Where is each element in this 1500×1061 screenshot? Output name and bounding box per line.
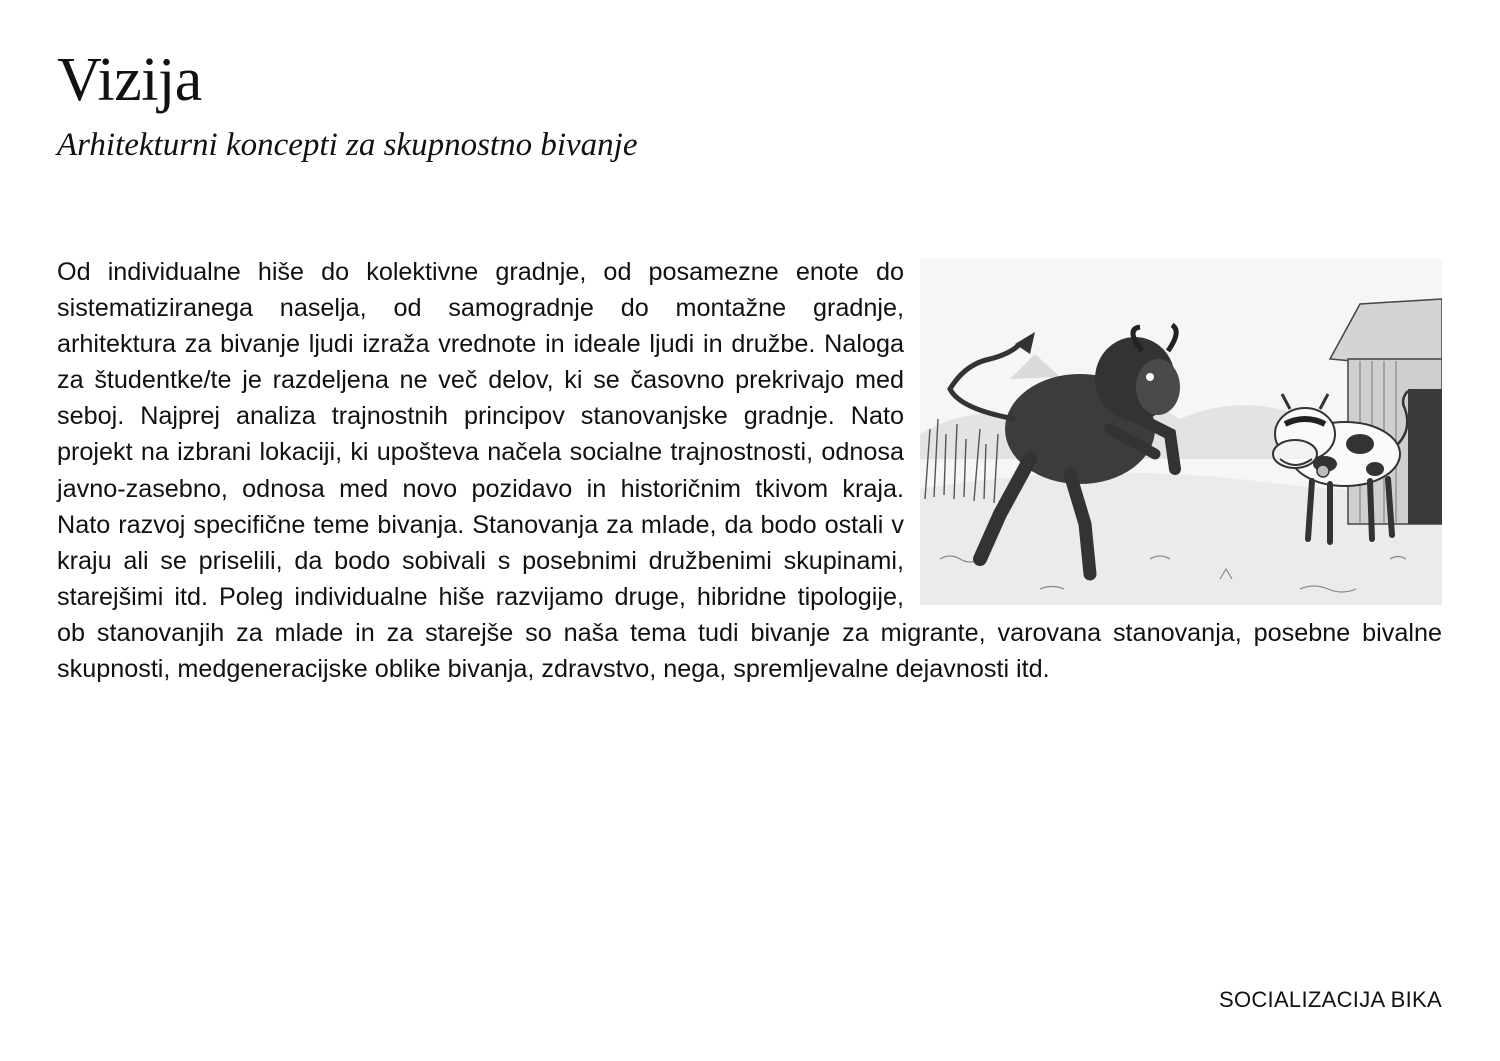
bull-and-cow-illustration [920,259,1442,605]
page-title: Vizija [57,46,202,114]
main-content [57,254,1442,687]
body-paragraph: Od individualne hiše do kolektivne gradnje, od posamezne enote do sistematiziranega naselja, od samogradnje do montažne gradnje, arhitektura za bivanje ljudi izraža vrednote in ideale ljudi in družbe. Naloga za študentke/te je razdeljena ne več delov, ki se časovno prekrivajo med seboj. Najprej analiza trajnostnih principov stanovanjske gradnje. Nato projekt na izbrani lokaciji, ki upošteva načela socialne trajnostnosti, odnosa javno-zasebno, odnosa med novo pozidavo in historičnim tkivom kraja. Nato razvoj specifične teme bivanja. Stanovanja za mlade, da bodo ostali v kraju ali se priselili, da bodo sobivali s posebnimi družbenimi skupinami, starejšimi itd. Poleg individualne hiše razvijamo druge, hibridne tipologije, ob stanovanjih za mlade in za starejše so naša tema tudi bivanje za migrante, varovana stanovanja, posebne bivalne skupnosti, medgeneracijske oblike bivanja, zdravstvo, nega, spremljevalne dejavnosti itd. [57,258,1442,684]
page-subtitle: Arhitekturni koncepti za skupnostno bivanje [57,127,638,163]
footer-label: SOCIALIZACIJA BIKA [1218,987,1442,1012]
